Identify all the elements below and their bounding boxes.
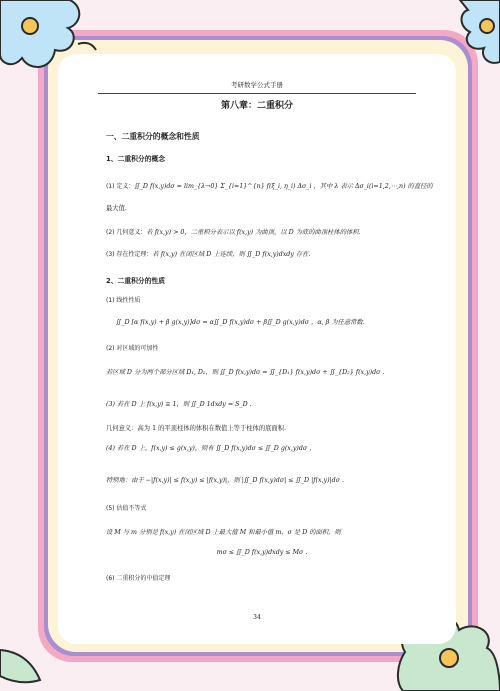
section-heading: 一、二重积分的概念和性质 [106,132,200,141]
document-page [58,54,456,644]
definition-line [106,182,433,192]
item-label: (1) 定义： [106,183,135,190]
page-number: 34 [253,614,261,621]
comparison-line: (4) 若在 D 上，f(x,y) ≤ g(x,y)，则有 ∬_D f(x,y)dσ ≤ ∬_D g(x,y)dσ ， [106,445,316,452]
estimate-inequality-formula: mσ ≤ ∬_D f(x,y)dxdy ≤ Mσ . [216,549,308,556]
running-header: 考研数学公式手册 [98,80,416,94]
unit-integrand-line: (3) 若在 D 上 f(x,y) ≡ 1，则 ∬_D 1dxdy = S_D . [106,401,252,408]
subsection-heading: 2、二重积分的性质 [106,277,166,285]
geometric-meaning-text: 若 f(x,y) > 0，二重积分表示以 f(x,y) 为曲顶，以 D 为底的曲顶柱体的体积. [146,229,361,236]
property-label: (2) 对区域的可加性 [106,345,159,352]
subsection-heading: 1、二重积分的概念 [106,155,166,163]
estimate-inequality-condition: 设 M 与 m 分别是 f(x,y) 在闭区域 D 上最大值 M 和最小值 m，σ 是 D 的面积，则 [106,529,341,536]
property-label: (5) 估值不等式 [106,505,147,512]
property-label: (1) 线性性质 [106,297,141,304]
item-label: (3) 存在性定理： [106,251,153,258]
definition-formula: ∬_D f(x,y)dσ = lim_{λ→0} Σ_{i=1}^{n} f(ξ_i, η_i) Δσ_i ，其中 λ 表示 Δσ_i(i=1,2,⋯,n) 的直径的 [134,183,433,190]
additivity-formula: 若区域 D 分为两个部分区域 D₁, D₂，则 ∬_D f(x,y)dσ = ∬_{D₁} f(x,y)dσ + ∬_{D₂} f(x,y)dσ . [106,369,385,376]
existence-theorem-line [106,250,310,260]
leaf-decoration-bottom-left [0,640,60,691]
geometric-meaning-line [106,228,361,238]
unit-integrand-meaning: 几何意义：高为 1 的平顶柱体的体积在数值上等于柱体的底面积. [106,425,287,432]
linearity-formula: ∬_D [α f(x,y) + β g(x,y)]dσ = α∬_D f(x,y)dσ + β∬_D g(x,y)dσ ，α, β 为任意常数. [116,319,365,326]
definition-continuation: 最大值. [106,205,127,212]
existence-theorem-text: 若 f(x,y) 在闭区域 D 上连续，则 ∬_D f(x,y)dxdy 存在. [152,251,311,258]
item-label: (2) 几何意义： [106,229,147,236]
absolute-value-line: 特别地：由于 −|f(x,y)| ≤ f(x,y) ≤ |f(x,y)|，则 |∬_D f(x,y)dσ| ≤ ∬_D |f(x,y)|dσ . [106,477,345,484]
property-label: (6) 二重积分的中值定理 [106,575,171,582]
chapter-title: 第八章：二重积分 [220,101,293,111]
